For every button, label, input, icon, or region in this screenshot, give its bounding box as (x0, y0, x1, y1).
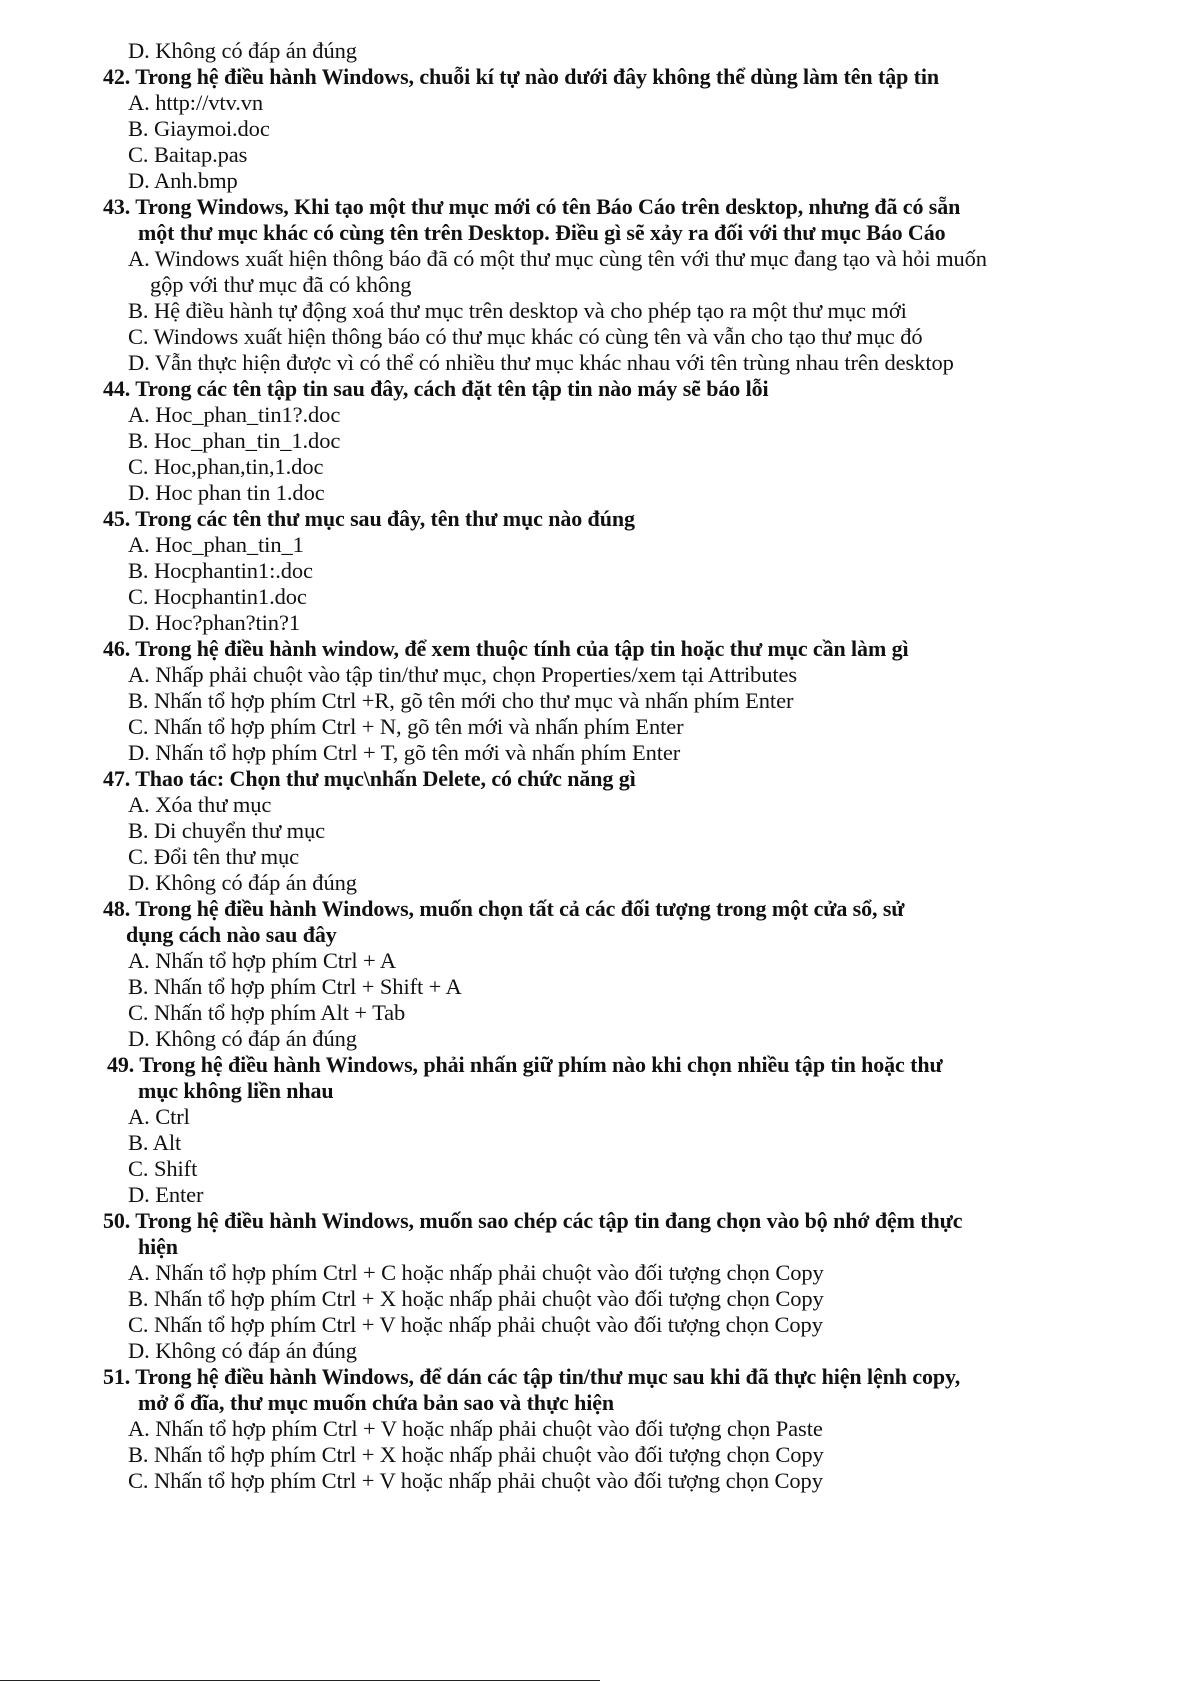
question-text: 47. Thao tác: Chọn thư mục\nhấn Delete, có chức năng gì (103, 766, 636, 791)
answer-option: C. Nhấn tổ hợp phím Alt + Tab (128, 1000, 406, 1025)
answer-option: gộp với thư mục đã có không (150, 272, 412, 297)
question-text: hiện (138, 1234, 178, 1259)
answer-option: B. Di chuyển thư mục (128, 818, 326, 843)
answer-option: D. Hoc phan tin 1.doc (128, 480, 325, 505)
question-text: 45. Trong các tên thư mục sau đây, tên thư mục nào đúng (103, 506, 635, 531)
question-text: 51. Trong hệ điều hành Windows, để dán các tập tin/thư mục sau khi đã thực hiện lệnh copy, (103, 1364, 961, 1389)
answer-option: D. Vẫn thực hiện được vì có thể có nhiều thư mục khác nhau với tên trùng nhau trên desktop (128, 350, 954, 375)
answer-option: C. Baitap.pas (128, 142, 248, 167)
answer-option: D. Nhấn tổ hợp phím Ctrl + T, gõ tên mới và nhấn phím Enter (128, 740, 681, 765)
answer-option: A. Xóa thư mục (128, 792, 272, 817)
answer-option: C. Windows xuất hiện thông báo có thư mục khác có cùng tên và vẫn cho tạo thư mục đó (128, 324, 923, 349)
answer-option: C. Hocphantin1.doc (128, 584, 307, 609)
answer-option: A. Nhấp phải chuột vào tập tin/thư mục, chọn Properties/xem tại Attributes (128, 662, 798, 687)
question-text: 46. Trong hệ điều hành window, để xem thuộc tính của tập tin hoặc thư mục cần làm gì (103, 636, 909, 661)
answer-option: B. Hoc_phan_tin_1.doc (128, 428, 341, 453)
answer-option: B. Nhấn tổ hợp phím Ctrl + X hoặc nhấp phải chuột vào đối tượng chọn Copy (128, 1442, 824, 1467)
answer-option: D. Không có đáp án đúng (128, 38, 357, 63)
answer-option: B. Hệ điều hành tự động xoá thư mục trên desktop và cho phép tạo ra một thư mục mới (128, 298, 907, 323)
answer-option: C. Nhấn tổ hợp phím Ctrl + V hoặc nhấp phải chuột vào đối tượng chọn Copy (128, 1312, 823, 1337)
answer-option: B. Nhấn tổ hợp phím Ctrl + X hoặc nhấp phải chuột vào đối tượng chọn Copy (128, 1286, 824, 1311)
question-text: một thư mục khác có cùng tên trên Desktop. Điều gì sẽ xảy ra đối với thư mục Báo Cáo (138, 220, 946, 245)
answer-option: A. Hoc_phan_tin1?.doc (128, 402, 341, 427)
question-text: mở ổ đĩa, thư mục muốn chứa bản sao và thực hiện (138, 1390, 615, 1415)
answer-option: C. Hoc,phan,tin,1.doc (128, 454, 324, 479)
answer-option: B. Giaymoi.doc (128, 116, 270, 141)
answer-option: A. Nhấn tổ hợp phím Ctrl + V hoặc nhấp phải chuột vào đối tượng chọn Paste (128, 1416, 823, 1441)
answer-option: A. Ctrl (128, 1104, 190, 1129)
answer-option: D. Không có đáp án đúng (128, 1026, 357, 1051)
answer-option: C. Shift (128, 1156, 198, 1181)
answer-option: D. Enter (128, 1182, 204, 1207)
answer-option: B. Nhấn tổ hợp phím Ctrl +R, gõ tên mới cho thư mục và nhấn phím Enter (128, 688, 794, 713)
question-text: 44. Trong các tên tập tin sau đây, cách đặt tên tập tin nào máy sẽ báo lỗi (103, 376, 769, 401)
answer-option: C. Đổi tên thư mục (128, 844, 300, 869)
question-text: dụng cách nào sau đây (126, 922, 337, 947)
answer-option: C. Nhấn tổ hợp phím Ctrl + V hoặc nhấp phải chuột vào đối tượng chọn Copy (128, 1468, 823, 1493)
answer-option: D. Hoc?phan?tin?1 (128, 610, 300, 635)
answer-option: A. Nhấn tổ hợp phím Ctrl + A (128, 948, 397, 973)
question-text: 49. Trong hệ điều hành Windows, phải nhấn giữ phím nào khi chọn nhiều tập tin hoặc thư (107, 1052, 943, 1077)
question-text: 43. Trong Windows, Khi tạo một thư mục mới có tên Báo Cáo trên desktop, nhưng đã có sẵn (103, 194, 961, 219)
answer-option: D. Không có đáp án đúng (128, 870, 357, 895)
question-text: mục không liền nhau (138, 1078, 334, 1103)
question-text: 42. Trong hệ điều hành Windows, chuỗi kí tự nào dưới đây không thể dùng làm tên tập tin (103, 64, 940, 89)
answer-option: A. Windows xuất hiện thông báo đã có một thư mục cùng tên với thư mục đang tạo và hỏi muốn (128, 246, 987, 271)
answer-option: D. Anh.bmp (128, 168, 238, 193)
answer-option: D. Không có đáp án đúng (128, 1338, 357, 1363)
answer-option: A. Hoc_phan_tin_1 (128, 532, 304, 557)
question-text: 50. Trong hệ điều hành Windows, muốn sao chép các tập tin đang chọn vào bộ nhớ đệm thực (103, 1208, 963, 1233)
answer-option: B. Alt (128, 1130, 182, 1155)
answer-option: B. Hocphantin1:.doc (128, 558, 313, 583)
answer-option: A. http://vtv.vn (128, 90, 264, 115)
answer-option: C. Nhấn tổ hợp phím Ctrl + N, gõ tên mới và nhấn phím Enter (128, 714, 684, 739)
footer-rule (0, 1680, 600, 1681)
answer-option: B. Nhấn tổ hợp phím Ctrl + Shift + A (128, 974, 462, 999)
question-text: 48. Trong hệ điều hành Windows, muốn chọn tất cả các đối tượng trong một cửa sổ, sử (103, 896, 905, 921)
answer-option: A. Nhấn tổ hợp phím Ctrl + C hoặc nhấp phải chuột vào đối tượng chọn Copy (128, 1260, 824, 1285)
